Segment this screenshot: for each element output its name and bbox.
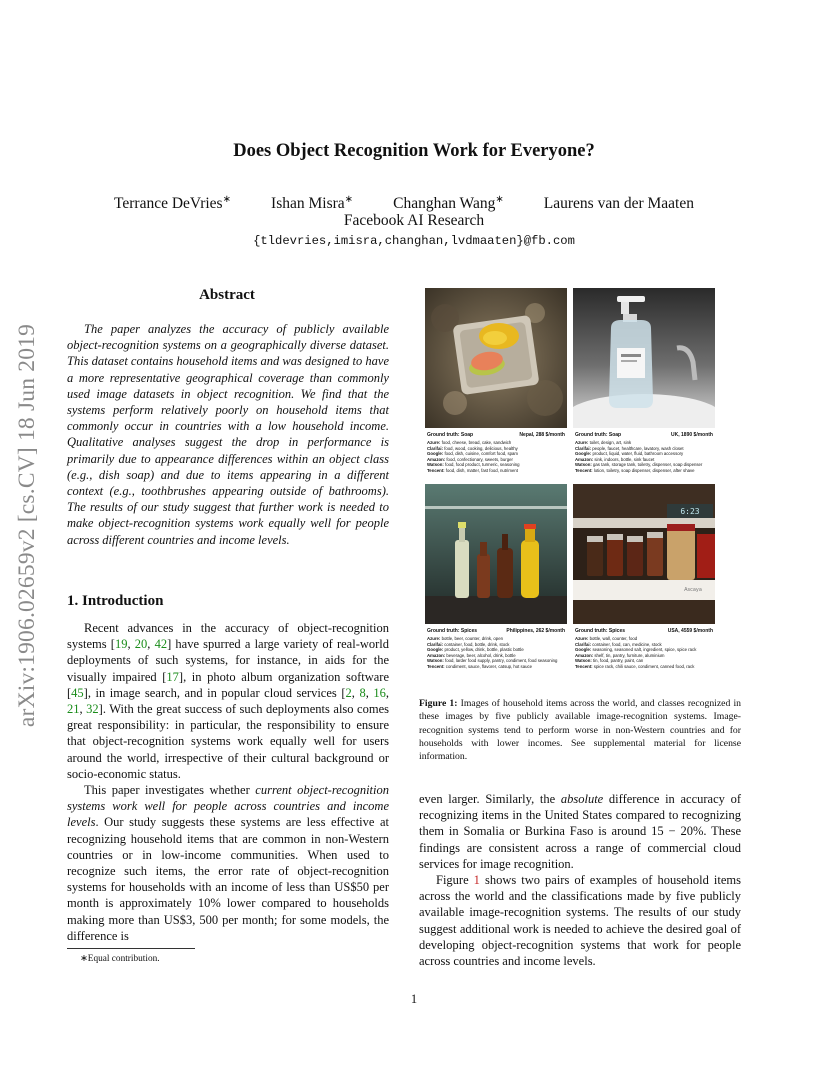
prediction-row: Amazon: food, confectionary, sweets, burger: [427, 456, 513, 462]
prediction-row: Amazon: shelf, tin, pantry, furniture, aluminium: [575, 652, 665, 658]
arxiv-stamp-text: arXiv:1906.02659v2 [cs.CV] 18 Jun 2019: [14, 323, 41, 727]
prediction-list: [575, 636, 714, 670]
citation-link[interactable]: 2: [345, 685, 352, 700]
left-column-body: [67, 620, 389, 944]
prediction-row: Azure: bottle, wall, counter, food: [575, 636, 638, 641]
prediction-list: [575, 440, 714, 474]
abstract-heading: Abstract: [199, 287, 255, 303]
prediction-row: Clarifai: container, food, can, medicine, stock: [575, 641, 662, 647]
prediction-row: Amazon: sink, indoors, bottle, sink faucet: [575, 456, 655, 462]
intro-paragraph-2: This paper investigates whether current object-recognition systems work well for people across countries and income levels. Our study suggests these systems are less effective at recognizing household items that are common in non-Western countries or in low-income communities. When used to recognize such items, the error rate of object-recognition systems for households with an income of less than US$50 per month is approximately 10% lower compared to households making more than US$3, 500 per month; for some models, the difference is: [67, 783, 389, 943]
ground-truth-row: Ground truth: Soap Nepal, 288 $/month: [427, 432, 565, 438]
intro-paragraph-2-continued: even larger. Similarly, the absolute difference in accuracy of recognizing items in the United States compared to recognizing them in Somalia or Burkina Faso is around 15 − 20%. These findings are consistent across a range of commercial cloud services for image recognition.: [419, 792, 742, 871]
author-emails[interactable]: {tldevries,imisra,changhan,lvdmaaten}@fb.com: [253, 234, 575, 248]
prediction-row: Azure: toilet, design, art, sink: [575, 440, 632, 445]
prediction-row: Google: seasoning, seasoned salt, ingredient, spice, spice rack: [575, 647, 697, 653]
ground-truth-row: Ground truth: Spices USA, 4559 $/month: [575, 628, 713, 634]
figure-1: [425, 288, 715, 669]
citation-link[interactable]: 17: [166, 669, 179, 684]
prediction-row: Watson: food, larder food supply, pantry, condiment, food seasoning: [427, 658, 558, 664]
citation-link[interactable]: 19: [114, 637, 128, 652]
prediction-row: Google: product, yellow, drink, bottle, plastic bottle: [427, 647, 524, 653]
prediction-row: Amazon: beverage, beer, alcohol, drink, bottle: [427, 652, 516, 658]
photo-soap-uk: [573, 288, 715, 428]
author: Laurens van der Maaten: [543, 195, 694, 213]
abstract-text: The paper analyzes the accuracy of publicly available object-recognition systems on a geographically diverse dataset. This dataset contains household items and was designed to have a more representative geographical coverage than commonly used image datasets in object recognition. We find that the systems perform relatively poorly on household items that commonly occur in countries with a low household income. Qualitative analyses suggest the drop in performance is primarily due to appearance differences within an object class (e.g., dish soap) and due to items appearing in a different context (e.g., toothbrushes appearing outside of bathrooms). The results of our study suggest that further work is needed to make object-recognition systems work equally well for people across different countries and income levels.: [67, 322, 389, 547]
citation-link[interactable]: 32: [86, 702, 99, 717]
prediction-row: Tencent: condiment, sauce, flavorer, catsup, hot sauce: [427, 663, 533, 669]
prediction-row: Tencent: spice rack, chili sauce, condiment, canned food, rack: [575, 663, 695, 669]
prediction-row: Watson: gas tank, storage tank, toiletry, dispenser, soap dispenser: [575, 462, 703, 468]
prediction-list: [427, 636, 566, 670]
prediction-row: Azure: food, cheese, bread, cake, sandwich: [427, 440, 512, 445]
ground-truth-row: Ground truth: Spices Philippines, 262 $/month: [427, 628, 565, 634]
caption-text: Images of household items across the world, and classes recognized in these images by five publicly available image-recognition systems. Image-recognition systems tend to perform worse in non-Western countries and for households with lower incomes. See supplemental material for license information.: [419, 698, 742, 763]
ground-truth-row: Ground truth: Soap UK, 1890 $/month: [575, 432, 713, 438]
author: Changhan Wang∗: [393, 194, 504, 213]
citation-link[interactable]: 42: [154, 637, 168, 652]
author: Ishan Misra∗: [271, 194, 354, 213]
intro-paragraph-3: Figure 1 shows two pairs of examples of household items across the world and the classifications made by five publicly available image-recognition systems. The results of our study suggest additional work is needed to achieve the desired goal of developing object-recognition systems that work for people across countries and income levels.: [419, 873, 741, 969]
prediction-row: Google: food, dish, cuisine, comfort food, spam: [427, 451, 518, 457]
citation-link[interactable]: 21: [67, 702, 80, 717]
citation-link[interactable]: 45: [71, 685, 84, 700]
section-heading-introduction: 1. Introduction: [67, 593, 164, 609]
right-column-body: [419, 791, 741, 969]
page-number: 1: [410, 992, 418, 1006]
prediction-list: [427, 440, 566, 474]
scale-label: Ascaya: [684, 587, 702, 593]
paper-title: Does Object Recognition Work for Everyone?: [233, 141, 595, 161]
arxiv-stamp: [6, 290, 50, 760]
prediction-row: Watson: tin, food, pantry, paint, can: [575, 658, 644, 664]
photo-spices-philippines: [425, 484, 567, 624]
photo-spices-usa: [573, 484, 715, 624]
prediction-row: Watson: food, food product, turmeric, seasoning: [427, 462, 520, 468]
author: Terrance DeVries∗: [114, 194, 231, 213]
affiliation: Facebook AI Research: [343, 212, 485, 229]
prediction-row: Tencent: lotion, toiletry, soap dispenser, dispenser, after shave: [575, 467, 695, 473]
figure-caption: [419, 697, 741, 763]
prediction-row: Google: product, liquid, water, fluid, bathroom accessory: [575, 451, 684, 457]
photo-soap-nepal: [425, 288, 567, 428]
intro-paragraph-1: Recent advances in the accuracy of object-recognition systems [19, 20, 42] have spurred a large variety of real-world deployments of such systems, for instance, in aids for the visually impaired [17], in photo album organization software [45], in image search, and in popular cloud services [2, 8, 16, 21, 32]. With the great success of such deployments also comes great responsibility: in particular, the responsibility to ensure that object-recognition systems work equally well for users around the world, irrespective of their cultural background or socio-economic status.: [67, 621, 390, 781]
citation-link[interactable]: 8: [359, 685, 366, 700]
prediction-row: Clarifai: container, food, bottle, drink, stock: [427, 641, 510, 647]
caption-label: Figure 1:: [419, 698, 458, 709]
footnote-rule: [67, 948, 195, 949]
citation-link[interactable]: 20: [134, 637, 148, 652]
citation-link[interactable]: 16: [373, 685, 386, 700]
scale-display: 6:23: [680, 507, 700, 516]
footnote: ∗Equal contribution.: [80, 954, 160, 964]
prediction-row: Azure: bottle, beer, counter, drink, open: [427, 636, 503, 641]
figure-reference-link[interactable]: 1: [473, 873, 480, 888]
author-list: [114, 194, 694, 213]
prediction-row: Clarifai: people, faucet, healthcare, lavatory, wash closet: [575, 445, 684, 451]
prediction-row: Clarifai: food, wood, cooking, delicious, healthy: [427, 445, 518, 451]
prediction-row: Tencent: food, dish, matter, fast food, nutriment: [427, 467, 518, 473]
